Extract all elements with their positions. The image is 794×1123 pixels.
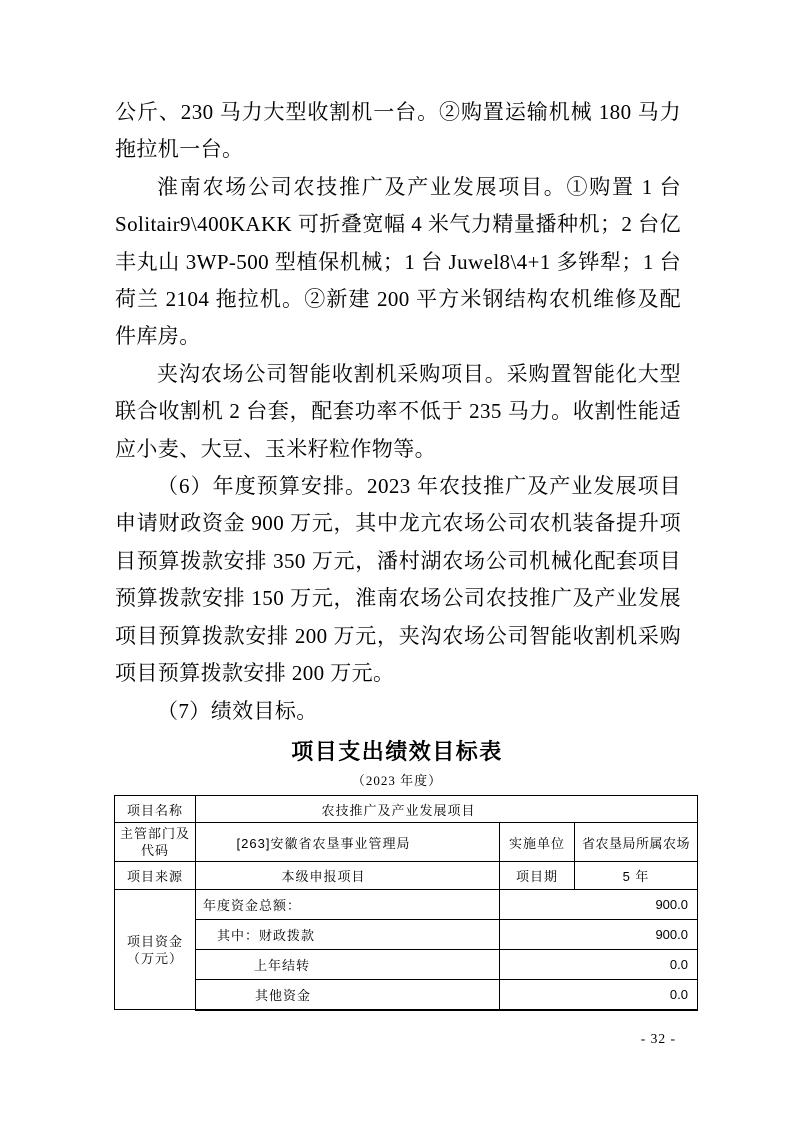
funds-total-name-cell: 年度资金总额： [196, 890, 500, 920]
period-label-cell: 项目期 [500, 862, 575, 890]
funds-label-line2: （万元） [126, 950, 183, 966]
paragraph-performance-target-heading: （7）绩效目标。 [157, 698, 318, 723]
impl-unit-label-cell: 实施单位 [500, 823, 575, 862]
funds-carryover-value-cell: 0.0 [500, 950, 698, 980]
source-value-cell: 本级申报项目 [196, 862, 500, 890]
department-label-cell [115, 823, 196, 862]
funds-other-value-cell: 0.0 [500, 980, 698, 1010]
table-row-funds-carryover [115, 950, 698, 980]
department-label-line1: 主管部门及 [119, 826, 190, 841]
funds-total-value-cell: 900.0 [500, 890, 698, 920]
table-row-funds-fiscal [115, 920, 698, 950]
project-name-label-cell: 项目名称 [115, 796, 196, 823]
table-row-source [115, 862, 698, 890]
paragraph-jiagou-farm-project: 夹沟农场公司智能收割机采购项目。采购置智能化大型联合收割机 2 台套，配套功率不低于 235 马力。收割性能适应小麦、大豆、玉米籽粒作物等。 [115, 361, 681, 461]
funds-other-name-cell: 其他资金 [196, 980, 500, 1010]
source-label-cell: 项目来源 [115, 862, 196, 890]
project-name-value-cell: 农技推广及产业发展项目 [196, 796, 698, 823]
table-title: 项目支出绩效目标表 [291, 739, 503, 764]
funds-fiscal-name-cell: 其中：财政拨款 [196, 920, 500, 950]
page-number: - 32 - [640, 1031, 676, 1046]
funds-carryover-name-cell: 上年结转 [196, 950, 500, 980]
department-value-cell: [263]安徽省农垦事业管理局 [196, 823, 500, 862]
body-text-block [115, 94, 681, 730]
performance-table-section [0, 738, 794, 1011]
funds-label-cell [115, 890, 196, 1010]
funds-label-line1: 项目资金 [126, 933, 183, 949]
performance-target-table [114, 795, 698, 1011]
department-label-line2: 代码 [140, 843, 169, 858]
funds-fiscal-value-cell: 900.0 [500, 920, 698, 950]
impl-unit-value-cell: 省农垦局所属农场 [575, 823, 698, 862]
period-value-cell: 5 年 [575, 862, 698, 890]
paragraph-huainan-farm-project: 淮南农场公司农技推广及产业发展项目。①购置 1 台 Solitair9\400KAKK 可折叠宽幅 4 米气力精量播种机；2 台亿丰丸山 3WP-500 型植保机械；1 台 Juwel8\4+1 多铧犁；1 台荷兰 2104 拖拉机。②新建 200 平方米钢结构农机维修及配件库房。 [115, 174, 681, 349]
paragraph-machinery-continuation: 公斤、230 马力大型收割机一台。②购置运输机械 180 马力拖拉机一台。 [115, 100, 681, 162]
table-row-department [115, 823, 698, 862]
table-subtitle-year: （2023 年度） [351, 773, 443, 788]
table-row-funds-total [115, 890, 698, 920]
table-row-funds-other [115, 980, 698, 1010]
table-row-project-name [115, 796, 698, 823]
paragraph-annual-budget: （6）年度预算安排。2023 年农技推广及产业发展项目申请财政资金 900 万元，其中龙亢农场公司农机装备提升项目预算拨款安排 350 万元，潘村湖农场公司机械化配套项目预算拨款安排 150 万元，淮南农场公司农技推广及产业发展项目预算拨款安排 200 万元，夹沟农场公司智能收割机采购项目预算拨款安排 200 万元。 [115, 474, 681, 686]
